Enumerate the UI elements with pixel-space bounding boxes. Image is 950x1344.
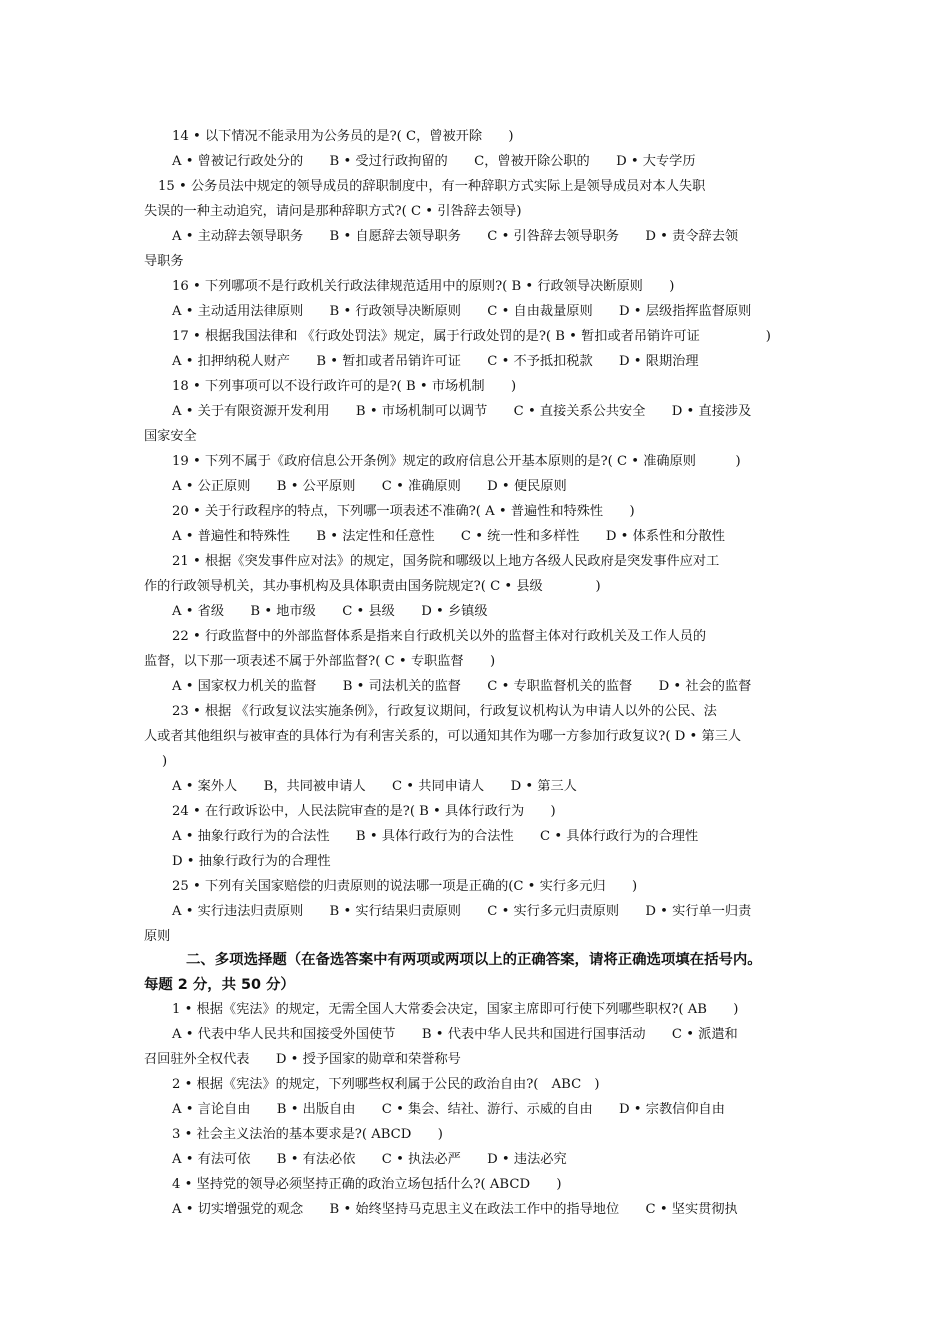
q22-stem-line2: 监督，以下那一项表述不属于外部监督?( C • 专职监督 )	[144, 654, 496, 669]
q18-options-line2: 国家安全	[144, 429, 197, 444]
section-heading-line1: 二、多项选择题（在备选答案中有两项或两项以上的正确答案，请将正确选项填在括号内。	[186, 952, 762, 968]
m4-options-line1: A • 切实增强党的观念 B • 始终坚持马克思主义在政法工作中的指导地位 C • 坚实贯彻执	[172, 1202, 738, 1217]
q21-stem-line2: 作的行政领导机关，其办事机构及具体职责由国务院规定?( C • 县级 )	[144, 579, 601, 594]
q23-stem-line1: 23 • 根据 《行政复议法实施条例》，行政复议期间，行政复议机构认为申请人以外的公民、法	[172, 704, 717, 719]
q15-stem-line1: 15 • 公务员法中规定的领导成员的辞职制度中，有一种辞职方式实际上是领导成员对本人失职	[158, 179, 706, 194]
q21-stem-line1: 21 • 根据《突发事件应对法》的规定，国务院和哪级以上地方各级人民政府是突发事件应对工	[172, 554, 720, 569]
q24-options-line1: A • 抽象行政行为的合法性 B • 具体行政行为的合法性 C • 具体行政行为的合理性	[172, 829, 699, 844]
q22-stem-line1: 22 • 行政监督中的外部监督体系是指来自行政机关以外的监督主体对行政机关及工作人员的	[172, 629, 707, 644]
q15-options-line2: 导职务	[144, 254, 184, 269]
q19-stem: 19 • 下列不属于《政府信息公开条例》规定的政府信息公开基本原则的是?( C • 准确原则 )	[172, 454, 741, 469]
q17-options: A • 扣押纳税人财产 B • 暂扣或者吊销许可证 C • 不予抵扣税款 D • 限期治理	[172, 354, 699, 369]
q25-options-line1: A • 实行违法归责原则 B • 实行结果归责原则 C • 实行多元归责原则 D • 实行单一归责	[172, 904, 752, 919]
q15-stem-line2: 失误的一种主动追究，请问是那种辞职方式?( C • 引咎辞去领导)	[144, 204, 522, 219]
q25-options-line2: 原则	[144, 929, 171, 944]
q14-stem: 14 • 以下情况不能录用为公务员的是?( C，曾被开除 )	[172, 129, 514, 144]
m1-options-line1: A • 代表中华人民共和国接受外国使节 B • 代表中华人民共和国进行国事活动 C • 派遣和	[172, 1027, 738, 1042]
q15-options-line1: A • 主动辞去领导职务 B • 自愿辞去领导职务 C • 引咎辞去领导职务 D • 责令辞去领	[172, 229, 739, 244]
m3-options: A • 有法可依 B • 有法必依 C • 执法必严 D • 违法必究	[172, 1152, 567, 1167]
q16-stem: 16 • 下列哪项不是行政机关行政法律规范适用中的原则?( B • 行政领导决断原则 )	[172, 279, 675, 294]
q18-stem: 18 • 下列事项可以不设行政许可的是?( B • 市场机制 )	[172, 379, 517, 394]
q23-stem-line2: 人或者其他组织与被审查的具体行为有利害关系的，可以通知其作为哪一方参加行政复议?( D • 第三人	[144, 729, 742, 744]
q20-stem: 20 • 关于行政程序的特点，下列哪一项表述不准确?( A • 普遍性和特殊性 )	[172, 504, 635, 519]
m2-options: A • 言论自由 B • 出版自由 C • 集会、结社、游行、示威的自由 D • 宗教信仰自由	[172, 1102, 725, 1117]
q24-options-line2: D • 抽象行政行为的合理性	[172, 854, 331, 869]
m1-options-line2: 召回驻外全权代表 D • 授予国家的勋章和荣誉称号	[144, 1052, 461, 1067]
q21-options: A • 省级 B • 地市级 C • 县级 D • 乡镇级	[172, 604, 488, 619]
q24-stem: 24 • 在行政诉讼中，人民法院审查的是?( B • 具体行政行为 )	[172, 804, 556, 819]
q22-options: A • 国家权力机关的监督 B • 司法机关的监督 C • 专职监督机关的监督 D • 社会的监督	[172, 679, 752, 694]
q17-stem: 17 • 根据我国法律和 《行政处罚法》规定，属于行政处罚的是?( B • 暂扣或者吊销许可证 )	[172, 329, 771, 344]
m1-stem: 1 • 根据《宪法》的规定，无需全国人大常委会决定，国家主席即可行使下列哪些职权?( AB )	[172, 1002, 739, 1017]
m3-stem: 3 • 社会主义法治的基本要求是?( ABCD )	[172, 1127, 443, 1142]
q19-options: A • 公正原则 B • 公平原则 C • 准确原则 D • 便民原则	[172, 479, 567, 494]
q23-stem-line3: )	[162, 754, 168, 769]
q23-options: A • 案外人 B，共同被申请人 C • 共同申请人 D • 第三人	[172, 779, 577, 794]
m4-stem: 4 • 坚持党的领导必须坚持正确的政治立场包括什么?( ABCD )	[172, 1177, 562, 1192]
q14-options: A • 曾被记行政处分的 B • 受过行政拘留的 C，曾被开除公职的 D • 大专学历	[172, 154, 696, 169]
section-heading-line2: 每题 2 分，共 50 分）	[144, 977, 295, 993]
q18-options-line1: A • 关于有限资源开发利用 B • 市场机制可以调节 C • 直接关系公共安全 D • 直接涉及	[172, 404, 752, 419]
q25-stem: 25 • 下列有关国家赔偿的归责原则的说法哪一项是正确的(C • 实行多元归 )	[172, 879, 638, 894]
q20-options: A • 普遍性和特殊性 B • 法定性和任意性 C • 统一性和多样性 D • 体系性和分散性	[172, 529, 725, 544]
q16-options: A • 主动适用法律原则 B • 行政领导决断原则 C • 自由裁量原则 D • 层级指挥监督原则	[172, 304, 752, 319]
m2-stem: 2 • 根据《宪法》的规定，下列哪些权利属于公民的政治自由?( ABC )	[172, 1077, 600, 1092]
